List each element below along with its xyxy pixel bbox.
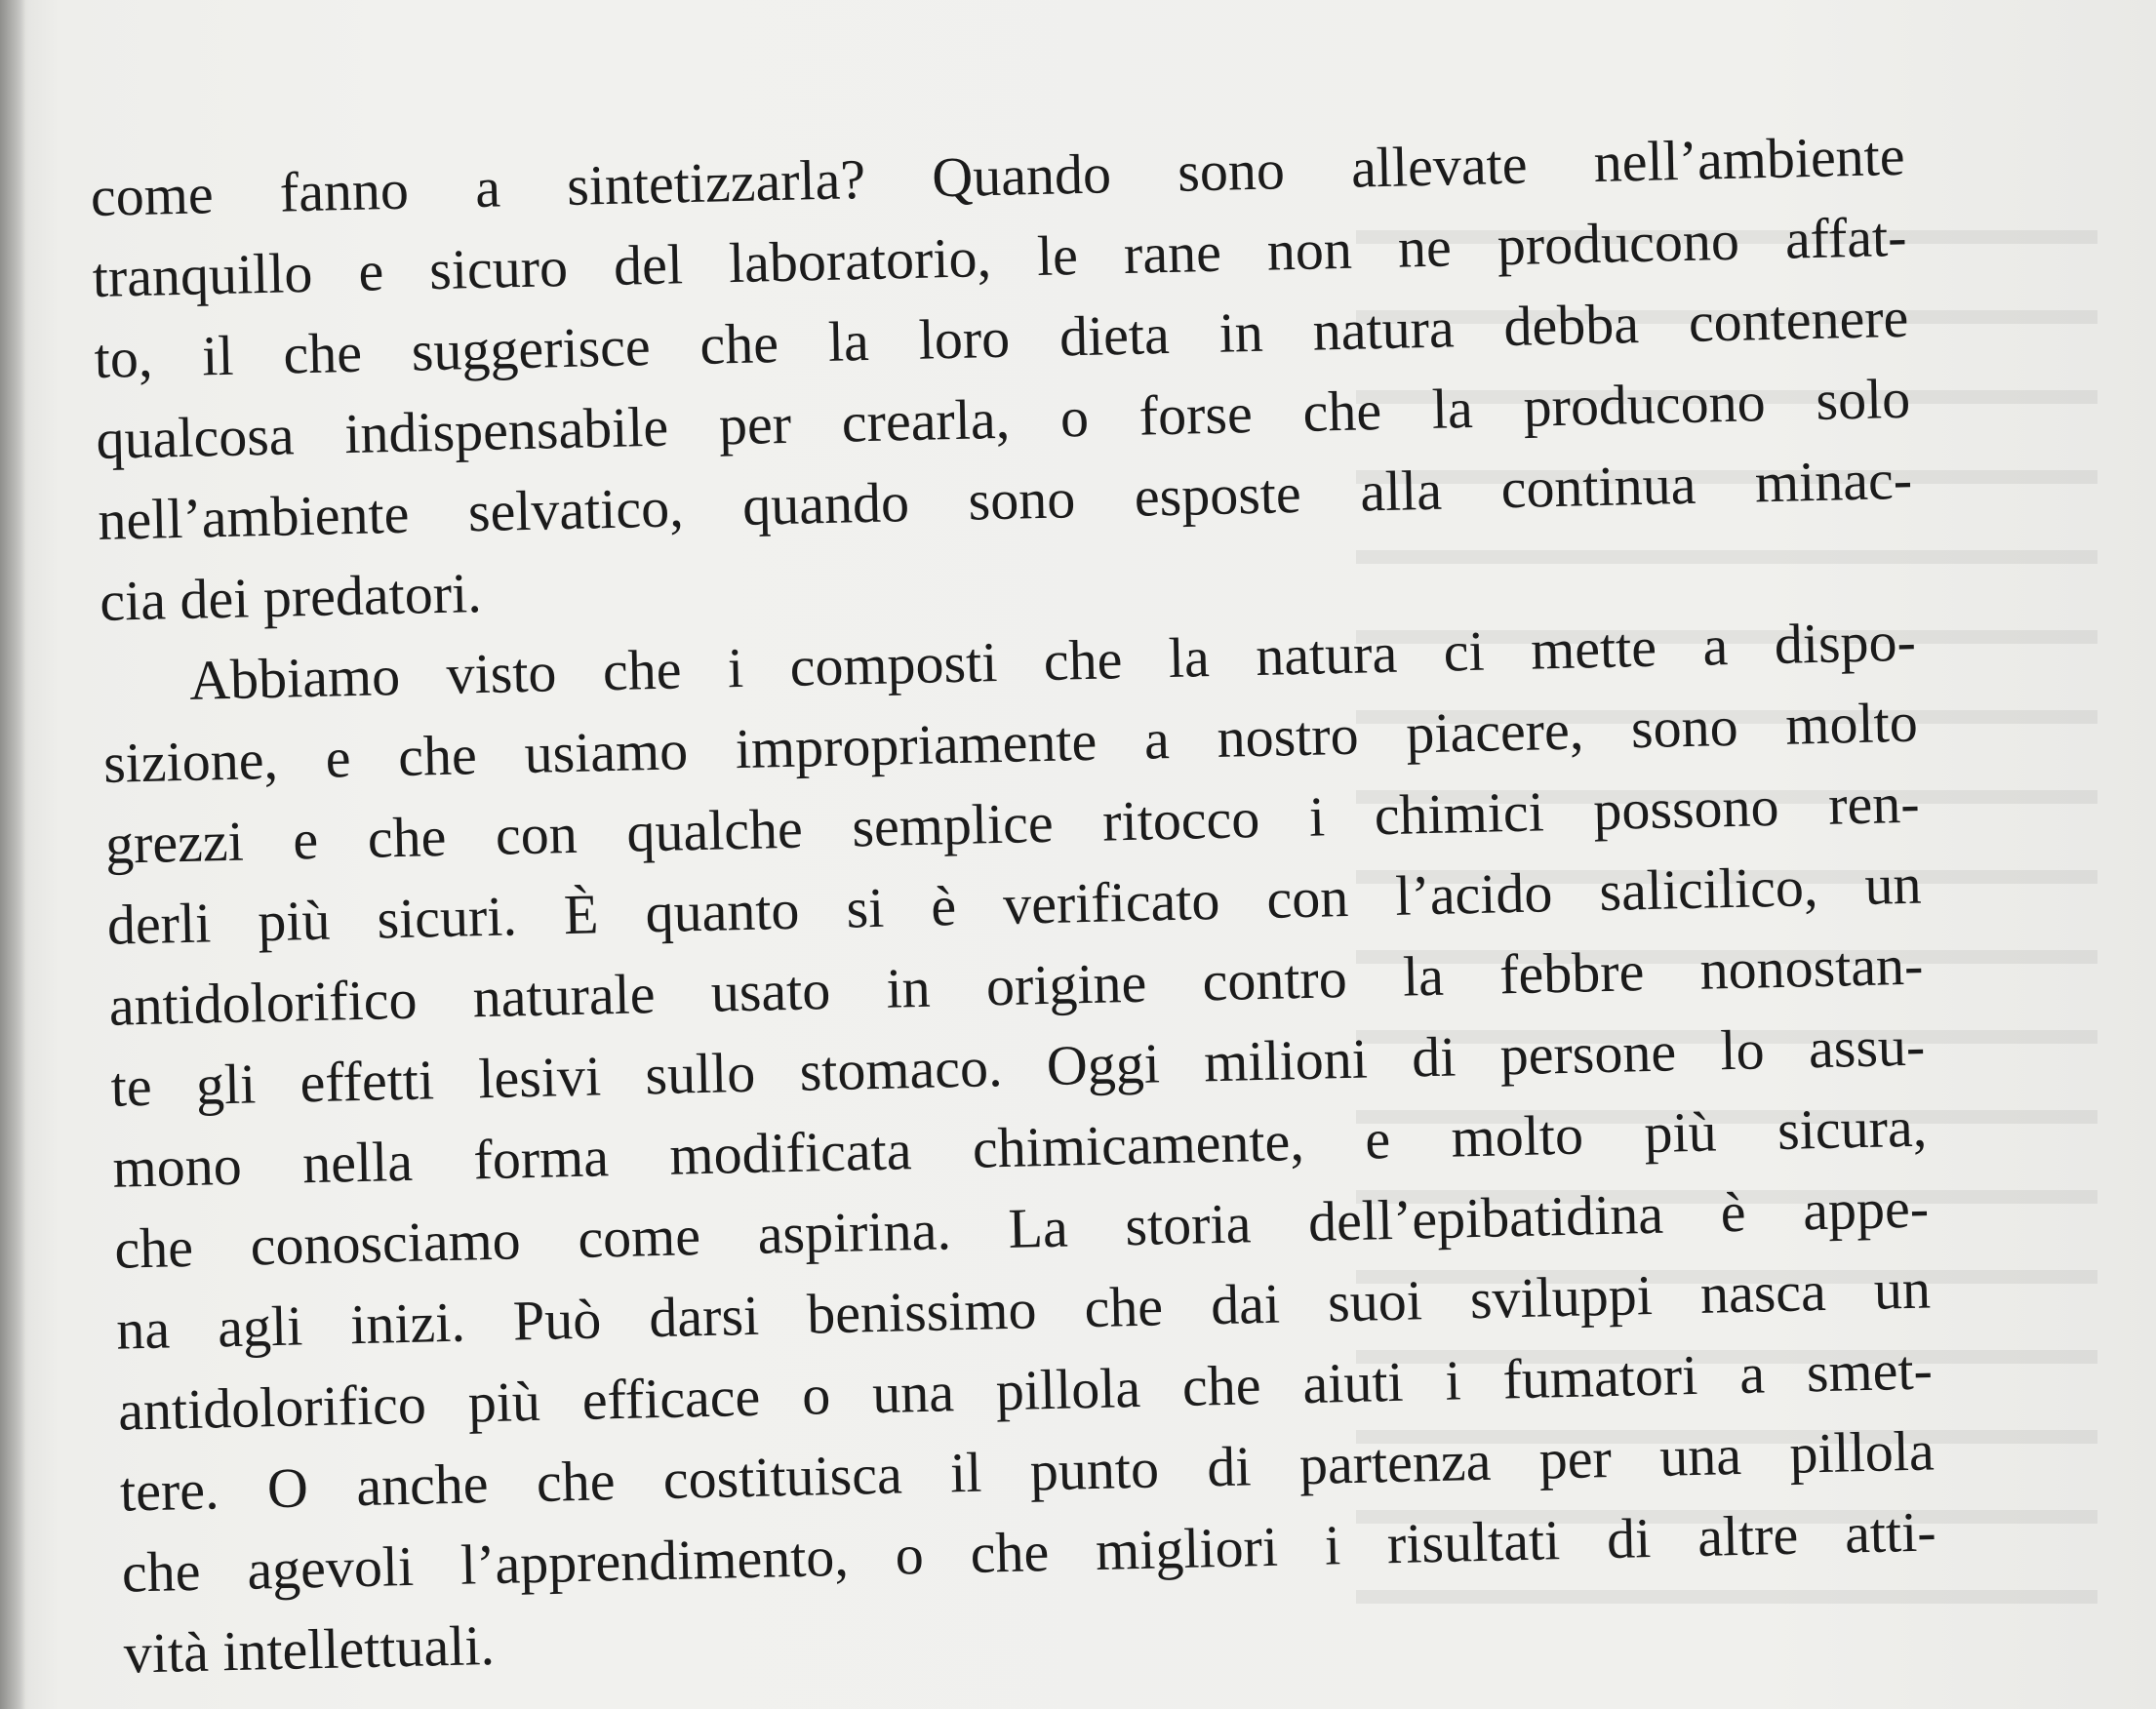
text-line: mono nella forma modificata chimicamente, e molto più sicura, [111,1094,1928,1200]
body-text [90,114,1977,1694]
text-line: vità intellettuali. [123,1612,496,1686]
text-line: grezzi e che con qualche semplice ritocco i chimici possono ren- [104,771,1921,876]
text-line: che agevoli l’apprendimento, o che migliori i risultati di altre atti- [121,1499,1937,1605]
text-line: cia dei predatori. [99,561,483,633]
text-line: tere. O anche che costituisca il punto di partenza per una pillola [119,1418,1936,1524]
text-line: sizione, e che usiamo impropriamente a nostro piacere, sono molto [102,690,1919,795]
text-line: come fanno a sintetizzarla? Quando sono allevate nell’ambiente [90,123,1906,228]
text-line: te gli effetti lesivi sullo stomaco. Oggi milioni di persone lo assu- [109,1013,1926,1119]
text-line: che conosciamo come aspirina. La storia dell’epibatidina è appe- [113,1175,1930,1281]
text-line: nell’ambiente selvatico, quando sono esposte alla continua minac- [97,447,1913,552]
text-line: qualcosa indispensabile per crearla, o forse che la producono solo [95,366,1911,471]
text-line: to, il che suggerisce che la loro dieta in natura debba contenere [93,285,1909,390]
text-line: antidolorifico naturale usato in origine contro la febbre nonostan- [108,933,1925,1038]
text-line: derli più sicuri. È quanto si è verificato con l’acido salicilico, un [106,852,1923,957]
text-line: antidolorifico più efficace o una pillola che aiuti i fumatori a smet- [117,1337,1934,1443]
paragraph-start-line: Abbiamo visto che i composti che la natura ci mette a dispo- [188,609,1917,712]
text-line: na agli inizi. Può darsi benissimo che dai suoi sviluppi nasca un [115,1256,1932,1362]
book-gutter [0,0,25,1709]
text-line: tranquillo e sicuro del laboratorio, le rane non ne producono affat- [92,204,1908,309]
